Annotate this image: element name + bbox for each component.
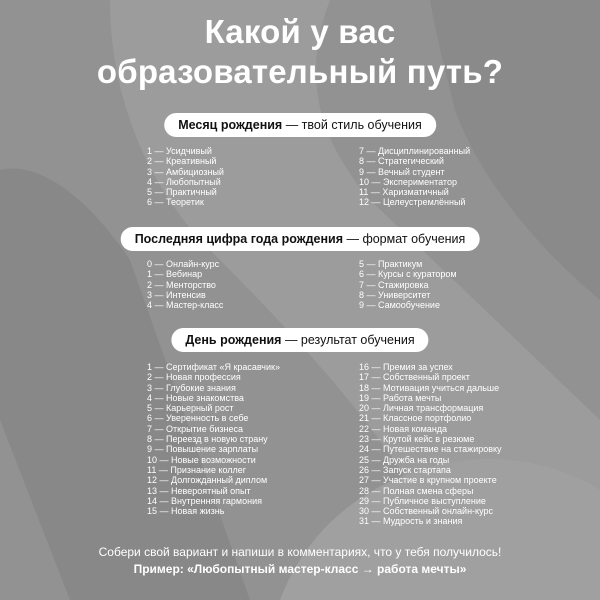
month-item: 9 — Вечный студент — [359, 166, 445, 177]
month-item: 2 — Креативный — [147, 156, 217, 167]
format-item: 2 — Менторство — [147, 279, 216, 290]
result-item: 6 — Уверенность в себе — [147, 413, 249, 424]
format-item: 6 — Курсы с куратором — [359, 269, 457, 280]
month-item: 8 — Стратегический — [359, 156, 444, 167]
month-item: 4 — Любопытный — [147, 176, 221, 187]
result-item: 30 — Собственный онлайн-курс — [359, 506, 493, 517]
result-item: 13 — Невероятный опыт — [147, 485, 251, 496]
format-item: 9 — Самообучение — [359, 300, 440, 311]
format-item: 3 — Интенсив — [147, 289, 206, 300]
month-item: 12 — Целеустремлённый — [359, 197, 466, 208]
result-item: 5 — Карьерный рост — [147, 403, 234, 414]
format-item: 1 — Вебинар — [147, 269, 203, 280]
result-item: 26 — Запуск стартапа — [359, 464, 451, 475]
result-item: 24 — Путешествие на стажировку — [359, 444, 502, 455]
day-heading-rest: — результат обучения — [281, 333, 415, 347]
format-item: 5 — Практикум — [359, 259, 423, 269]
page-title — [0, 12, 600, 92]
format-item: 7 — Стажировка — [359, 279, 429, 290]
month-heading-rest: — твой стиль обучения — [282, 118, 422, 132]
footer-example: Пример: «Любопытный мастер-класс → работа мечты» — [133, 562, 467, 576]
month-item: 11 — Харизматичный — [359, 187, 449, 198]
result-item: 14 — Внутренняя гармония — [147, 495, 262, 506]
year-list-left — [147, 259, 223, 310]
result-item: 31 — Мудрость и знания — [359, 516, 463, 527]
result-item: 18 — Мотивация учиться дальше — [359, 382, 500, 393]
year-list-right — [359, 259, 457, 310]
title-line-1: Какой у вас — [204, 13, 396, 50]
result-item: 4 — Новые знакомства — [147, 392, 244, 403]
result-item: 8 — Переезд в новую страну — [147, 434, 268, 445]
day-heading — [171, 328, 428, 352]
result-item: 27 — Участие в крупном проекте — [359, 475, 497, 486]
month-item: 3 — Амбициозный — [147, 166, 224, 177]
result-item: 7 — Открытие бизнеса — [147, 423, 243, 434]
result-item: 12 — Долгожданный диплом — [147, 475, 268, 486]
month-item: 10 — Экспериментатор — [359, 176, 457, 187]
format-item: 0 — Онлайн-курс — [147, 259, 220, 269]
result-item: 19 — Работа мечты — [359, 392, 442, 403]
result-item: 2 — Новая профессия — [147, 372, 241, 383]
month-item: 6 — Теоретик — [147, 197, 204, 208]
result-item: 3 — Глубокие знания — [147, 382, 236, 393]
month-item: 1 — Усидчивый — [147, 146, 212, 156]
day-list-right — [359, 362, 502, 527]
year-heading-rest: — формат обучения — [343, 232, 466, 246]
month-item: 7 — Дисциплинированный — [359, 146, 471, 156]
result-item: 16 — Премия за успех — [359, 362, 453, 372]
day-list-left — [147, 362, 280, 516]
result-item: 21 — Классное портфолио — [359, 413, 472, 424]
title-line-2: образовательный путь? — [96, 53, 504, 90]
format-item: 8 — Университет — [359, 289, 431, 300]
result-item: 9 — Повышение зарплаты — [147, 444, 259, 455]
result-item: 23 — Крутой кейс в резюме — [359, 434, 475, 445]
month-item: 5 — Практичный — [147, 187, 217, 198]
day-heading-bold: День рождения — [185, 333, 282, 347]
result-item: 15 — Новая жизнь — [147, 506, 225, 517]
result-item: 20 — Личная трансформация — [359, 403, 484, 414]
result-item: 11 — Признание коллег — [147, 464, 247, 475]
result-item: 10 — Новые возможности — [147, 454, 256, 465]
footer-instruction: Собери свой вариант и напиши в комментариях, что у тебя получилось! — [98, 545, 502, 559]
month-list-right — [359, 146, 470, 208]
month-heading — [164, 113, 436, 137]
month-list-left — [147, 146, 224, 208]
result-item: 29 — Публичное выступление — [359, 495, 486, 506]
result-item: 22 — Новая команда — [359, 423, 448, 434]
year-heading — [121, 227, 480, 251]
result-item: 28 — Полная смена сферы — [359, 485, 474, 496]
format-item: 4 — Мастер-класс — [147, 300, 224, 311]
year-heading-bold: Последняя цифра года рождения — [134, 232, 343, 246]
result-item: 1 — Сертификат «Я красавчик» — [147, 362, 280, 372]
result-item: 25 — Дружба на годы — [359, 454, 450, 465]
month-heading-bold: Месяц рождения — [178, 118, 283, 132]
result-item: 17 — Собственный проект — [359, 372, 470, 383]
